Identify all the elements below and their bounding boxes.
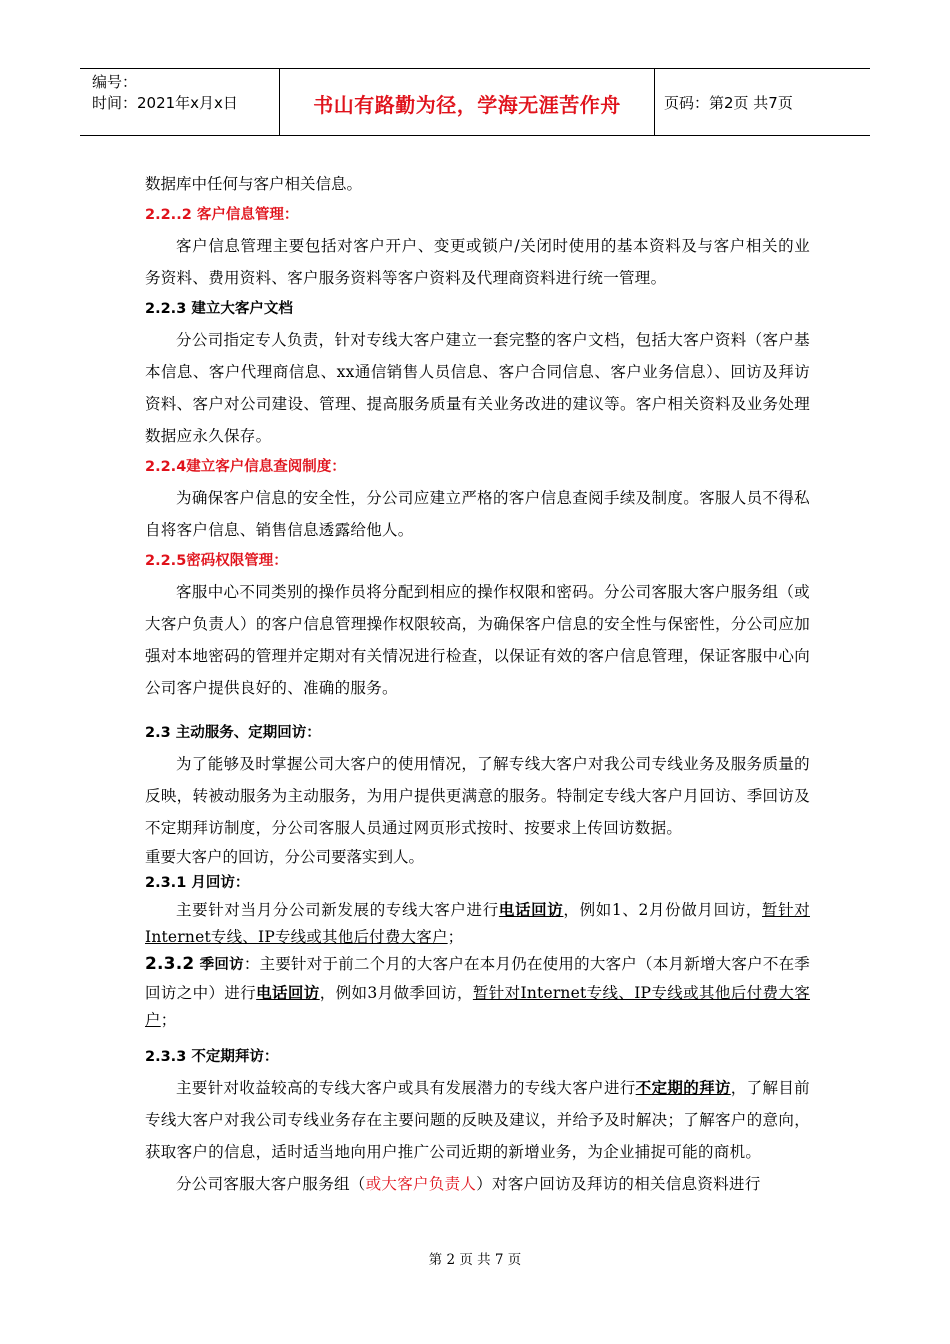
paragraph: 客服中心不同类别的操作员将分配到相应的操作权限和密码。分公司客服大客户服务组（或大客户负责人）的客户信息管理操作权限较高，为确保客户信息的安全性与保密性，分公司应加强对本地密码的管理并定期对有关情况进行检查，以保证有效的客户信息管理，保证客服中心向公司客户提供良好的、准确的服务。 (145, 583, 810, 697)
document-body (145, 168, 810, 1200)
header-motto: 书山有路勤为径，学海无涯苦作舟 (313, 93, 621, 117)
header-time: 时间：2021年x月x日 (92, 94, 238, 112)
paragraph: 客户信息管理主要包括对客户开户、变更或锁户/关闭时使用的基本资料及与客户相关的业务资料、费用资料、客户服务资料等客户资料及代理商资料进行统一管理。 (145, 237, 810, 287)
heading-2-3: 2.3 主动服务、定期回访： (145, 725, 321, 741)
header-meta (92, 72, 238, 114)
heading-2-3-3: 2.3.3 不定期拜访： (145, 1049, 279, 1065)
paragraph-2-3-3: 主要针对收益较高的专线大客户或具有发展潜力的专线大客户进行不定期的拜访，了解目前专线大客户对我公司专线业务存在主要问题的反映及建议，并给予及时解决；了解客户的意向，获取客户的信息，适时适当地向用户推广公司近期的新增业务，为企业捕捉可能的商机。 (145, 1078, 810, 1161)
paragraph-last: 分公司客服大客户服务组（或大客户负责人）对客户回访及拜访的相关信息资料进行 (176, 1175, 761, 1193)
paragraph-2-3-1: 主要针对当月分公司新发展的专线大客户进行电话回访，例如1、2月份做月回访，暂针对Internet专线、IP专线或其他后付费大客户； (145, 900, 810, 946)
paragraph-2-3-2: 2.3.2 季回访：主要针对于前二个月的大客户在本月仍在使用的大客户（本月新增大客户不在季回访之中）进行电话回访，例如3月做季回访，暂针对Internet专线、IP专线或其他后付费大客户； (145, 954, 811, 1029)
header-page-number: 页码：第2页 共7页 (664, 94, 793, 112)
paragraph: 数据库中任何与客户相关信息。 (145, 175, 363, 193)
heading-2-2-5: 2.2.5密码权限管理： (145, 553, 288, 569)
header-divider-right (654, 68, 655, 136)
heading-2-2-2: 2.2..2 客户信息管理： (145, 207, 299, 223)
paragraph: 为确保客户信息的安全性，分公司应建立严格的客户信息查阅手续及制度。客服人员不得私自将客户信息、销售信息透露给他人。 (145, 489, 810, 539)
paragraph: 为了能够及时掌握公司大客户的使用情况，了解专线大客户对我公司专线业务及服务质量的反映，转被动服务为主动服务，为用户提供更满意的服务。特制定专线大客户月回访、季回访及不定期拜访制度，分公司客服人员通过网页形式按时、按要求上传回访数据。 (145, 755, 810, 837)
paragraph: 重要大客户的回访，分公司要落实到人。 (145, 848, 425, 866)
header-top-rule (80, 68, 870, 69)
header-divider-left (279, 68, 280, 136)
heading-2-2-4: 2.2.4建立客户信息查阅制度： (145, 459, 346, 475)
heading-2-2-3: 2.2.3 建立大客户文档 (145, 301, 293, 317)
page-footer: 第 2 页 共 7 页 (428, 1252, 522, 1268)
header-number: 编号： (92, 73, 138, 91)
paragraph: 分公司指定专人负责，针对专线大客户建立一套完整的客户文档，包括大客户资料（客户基本信息、客户代理商信息、xx通信销售人员信息、客户合同信息、客户业务信息）、回访及拜访资料、客户对公司建设、管理、提高服务质量有关业务改进的建议等。客户相关资料及业务处理数据应永久保存。 (145, 331, 810, 445)
header-bottom-rule (80, 135, 870, 136)
heading-2-3-1: 2.3.1 月回访： (145, 875, 250, 891)
